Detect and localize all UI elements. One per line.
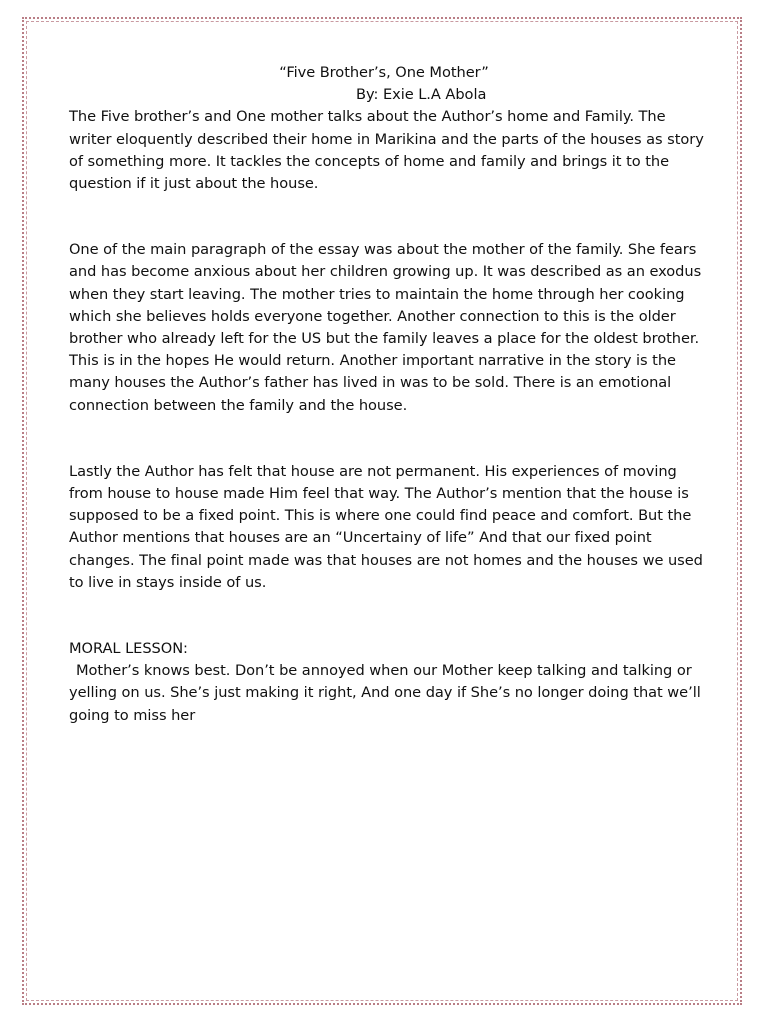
document-title: “Five Brother’s, One Mother” (279, 64, 489, 81)
paragraph-spacer (69, 439, 709, 461)
paragraph-spacer (69, 217, 709, 239)
paragraph-spacer (69, 417, 709, 439)
paragraph-mother: One of the main paragraph of the essay was about the mother of the family. She fears and has become anxious about her children growing up. It was described as an exodus when they start leaving. The mother tries to maintain the home through her cooking which she believes holds everyone together. Another connection to this is the older brother who already left for the US but the family leaves a place for the oldest brother. This is in the hopes He would return. Another important narrative in the story is the many houses the Author’s father has lived in was to be sold. There is an emotional connection between the family and the house. (69, 241, 702, 414)
paragraph-spacer (69, 616, 709, 638)
document-byline: By: Exie L.A Abola (356, 86, 487, 104)
paragraph-spacer (69, 594, 709, 616)
paragraph-houses: Lastly the Author has felt that house are not permanent. His experiences of moving from house to house made Him feel that way. The Author’s mention that the house is supposed to be a fixed point. This is where one could find peace and comfort. But the Author mentions that houses are an “Uncertainy of life” And that our fixed point changes. The final point made was that houses are not homes and the houses we used to live in stays inside of us. (69, 462, 703, 591)
paragraph-spacer (69, 195, 709, 217)
moral-lesson-text: Mother’s knows best. Don’t be annoyed when our Mother keep talking and talking or yelling on us. She’s just making it right, And one day if She’s no longer doing that we’ll going to miss her (69, 662, 701, 724)
paragraph-intro: The Five brother’s and One mother talks about the Author’s home and Family. The writer eloquently described their home in Marikina and the parts of the houses as story of something more. It tackles the concepts of home and family and brings it to the question if it just about the house. (69, 108, 704, 193)
document-body (69, 62, 709, 727)
moral-lesson-heading: MORAL LESSON: (69, 640, 188, 658)
